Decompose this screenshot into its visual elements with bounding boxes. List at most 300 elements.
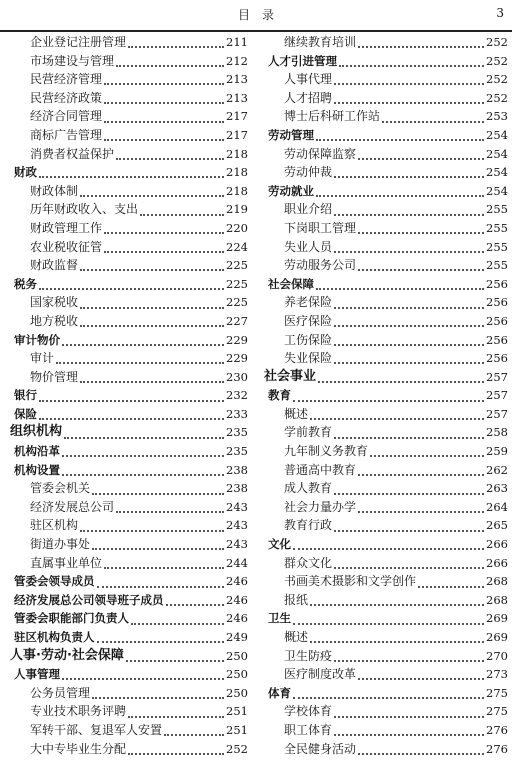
toc-entry-page: 266 <box>486 537 508 552</box>
toc-entry-page: 276 <box>486 741 508 756</box>
toc-entry-page: 264 <box>486 499 508 514</box>
toc-entry-label: 财政 <box>14 165 37 180</box>
toc-entry-label: 管委会职能部门负责人 <box>14 611 129 626</box>
dot-leader <box>339 65 484 67</box>
toc-entry <box>10 275 248 294</box>
toc-entry <box>10 721 248 740</box>
toc-entry-label: 教育行政 <box>284 518 333 533</box>
toc-entry <box>10 665 248 684</box>
toc-entry-page: 235 <box>226 425 248 440</box>
toc-entry-page: 217 <box>226 127 248 142</box>
toc-entry-label: 机构沿革 <box>14 444 60 459</box>
toc-entry-page: 258 <box>486 425 508 440</box>
toc-entry <box>10 498 248 517</box>
toc-entry-label: 商标广告管理 <box>30 127 103 142</box>
toc-entry-label: 大中专毕业生分配 <box>30 741 127 756</box>
toc-entry-page: 250 <box>226 685 248 700</box>
toc-entry <box>10 628 248 647</box>
toc-entry-page: 262 <box>486 462 508 477</box>
toc-entry-page: 275 <box>486 704 508 719</box>
dot-leader <box>334 660 484 662</box>
toc-entry-page: 250 <box>226 667 248 682</box>
toc-entry-label: 社会保障 <box>268 276 314 291</box>
dot-leader <box>334 83 484 85</box>
toc-entry-page: 213 <box>226 90 248 105</box>
toc-entry-page: 233 <box>226 406 248 421</box>
toc-entry <box>264 628 508 647</box>
toc-entry <box>10 256 248 275</box>
toc-entry <box>264 405 508 424</box>
dot-leader <box>39 418 224 420</box>
toc-entry-label: 经济发展总公司 <box>30 499 115 514</box>
toc-entry-label: 经济合同管理 <box>30 109 103 124</box>
dot-leader <box>334 362 484 364</box>
toc-entry <box>264 721 508 740</box>
toc-entry <box>264 238 508 257</box>
toc-entry-page: 252 <box>486 72 508 87</box>
toc-entry-page: 225 <box>226 295 248 310</box>
dot-leader <box>56 362 224 364</box>
toc-entry-page: 268 <box>486 592 508 607</box>
toc-entry-page: 257 <box>486 388 508 403</box>
dot-leader <box>358 474 484 476</box>
toc-entry-label: 劳动仲裁 <box>284 165 333 180</box>
page-number: 3 <box>496 6 504 20</box>
toc-entry-label: 银行 <box>14 388 37 403</box>
toc-entry-label: 税务 <box>14 276 37 291</box>
toc-entry <box>264 498 508 517</box>
toc-entry-page: 252 <box>486 35 508 49</box>
toc-entry-page: 212 <box>226 53 248 68</box>
toc-entry-label: 成人教育 <box>284 481 333 496</box>
dot-leader <box>316 139 484 141</box>
dot-leader <box>116 511 224 513</box>
dot-leader <box>310 604 484 606</box>
toc-entry <box>10 442 248 461</box>
dot-leader <box>80 381 224 383</box>
toc-entry <box>10 572 248 591</box>
dot-leader <box>418 586 484 588</box>
toc-entry-label: 驻区机构负责人 <box>14 630 95 644</box>
toc-entry-label: 国家税收 <box>30 295 79 310</box>
dot-leader <box>131 623 224 625</box>
toc-entry <box>10 516 248 535</box>
toc-entry-label: 企业登记注册管理 <box>30 35 127 49</box>
toc-entry-label: 全民健身活动 <box>284 741 357 756</box>
toc-entry <box>264 609 508 628</box>
dot-leader <box>80 530 224 532</box>
toc-entry-label: 人事·劳动·社会保障 <box>10 647 124 663</box>
toc-entry-label: 街道办事处 <box>30 537 91 552</box>
dot-leader <box>116 158 224 160</box>
toc-entry <box>264 535 508 554</box>
dot-leader <box>80 269 224 271</box>
dot-leader <box>310 418 484 420</box>
toc-entry <box>264 275 508 294</box>
toc-entry-page: 218 <box>226 183 248 198</box>
toc-entry <box>10 182 248 201</box>
toc-entry <box>264 684 508 703</box>
toc-entry-page: 268 <box>486 574 508 589</box>
toc-entry-page: 250 <box>226 648 248 663</box>
toc-entry-label: 人才招聘 <box>284 90 333 105</box>
toc-entry-page: 244 <box>226 555 248 570</box>
toc-entry-label: 审计 <box>30 351 55 366</box>
dot-leader <box>62 344 224 346</box>
toc-entry-label: 财政管理工作 <box>30 220 103 235</box>
toc-entry-page: 227 <box>226 313 248 328</box>
toc-entry <box>10 219 248 238</box>
toc-entry-label: 人事管理 <box>14 667 60 682</box>
dot-leader <box>164 734 224 736</box>
toc-entry-label: 工伤保险 <box>284 332 333 347</box>
toc-entry-label: 养老保险 <box>284 295 333 310</box>
toc-entry-label: 下岗职工管理 <box>284 220 357 235</box>
toc-entry-page: 246 <box>226 611 248 626</box>
dot-leader <box>62 455 224 457</box>
toc-entry-page: 269 <box>486 630 508 644</box>
dot-leader <box>334 214 484 216</box>
toc-entry <box>264 293 508 312</box>
dot-leader <box>92 697 224 699</box>
toc-entry-label: 九年制义务教育 <box>284 444 369 459</box>
dot-leader <box>316 288 484 290</box>
dot-leader <box>104 567 224 569</box>
toc-entry-label: 地方税收 <box>30 313 79 328</box>
toc-entry-label: 保险 <box>14 406 37 421</box>
toc-entry <box>10 200 248 219</box>
toc-entry <box>10 461 248 480</box>
toc-entry <box>10 163 248 182</box>
toc-entry <box>10 312 248 331</box>
dot-leader <box>62 474 224 476</box>
toc-entry <box>264 312 508 331</box>
toc-entry <box>10 609 248 628</box>
dot-leader <box>104 251 224 253</box>
toc-entry-label: 失业保险 <box>284 351 333 366</box>
toc-entry <box>10 684 248 703</box>
toc-entry <box>10 423 248 442</box>
toc-entry-label: 历年财政收入、支出 <box>30 202 139 217</box>
toc-entry-page: 276 <box>486 722 508 737</box>
toc-entry-page: 246 <box>226 592 248 607</box>
toc-entry-label: 市场建设与管理 <box>30 53 115 68</box>
toc-entry-label: 机构设置 <box>14 462 60 477</box>
toc-entry-label: 财政监督 <box>30 258 79 273</box>
toc-left-column <box>10 33 248 758</box>
toc-entry <box>264 386 508 405</box>
dot-leader <box>334 437 484 439</box>
dot-leader <box>39 176 224 178</box>
toc-entry-label: 劳动就业 <box>268 183 314 198</box>
dot-leader <box>293 623 484 625</box>
toc-entry <box>264 219 508 238</box>
dot-leader <box>334 716 484 718</box>
toc-entry-page: 253 <box>486 109 508 124</box>
toc-entry <box>264 70 508 89</box>
dot-leader <box>128 46 224 48</box>
toc-entry <box>10 349 248 368</box>
dot-leader <box>97 586 225 588</box>
toc-entry-label: 普通高中教育 <box>284 462 357 477</box>
dot-leader <box>92 548 224 550</box>
toc-entry-page: 255 <box>486 239 508 254</box>
dot-leader <box>334 102 484 104</box>
toc-entry-label: 社会力量办学 <box>284 499 357 514</box>
dot-leader <box>310 641 484 643</box>
dot-leader <box>358 232 484 234</box>
toc-entry-label: 学前教育 <box>284 425 333 440</box>
toc-entry <box>10 107 248 126</box>
dot-leader <box>104 83 224 85</box>
dot-leader <box>293 548 484 550</box>
toc-entry-page: 251 <box>226 722 248 737</box>
toc-entry-label: 劳动服务公司 <box>284 258 357 273</box>
toc-entry-page: 225 <box>226 276 248 291</box>
toc-entry-page: 249 <box>226 630 248 644</box>
toc-entry <box>264 554 508 573</box>
toc-entry-label: 财政体制 <box>30 183 79 198</box>
dot-leader <box>293 697 484 699</box>
dot-leader <box>104 121 224 123</box>
toc-entry-label: 物价管理 <box>30 369 79 384</box>
toc-entry <box>10 479 248 498</box>
toc-entry <box>10 293 248 312</box>
toc-entry-label: 社会事业 <box>264 368 317 384</box>
toc-entry <box>264 349 508 368</box>
dot-leader <box>334 251 484 253</box>
toc-entry-page: 255 <box>486 258 508 273</box>
toc-entry-label: 消费者权益保护 <box>30 146 115 161</box>
toc-entry-page: 269 <box>486 611 508 626</box>
toc-entry <box>10 702 248 721</box>
toc-entry-page: 259 <box>486 444 508 459</box>
dot-leader <box>104 102 224 104</box>
toc-entry-page: 256 <box>486 295 508 310</box>
toc-entry-page: 211 <box>226 35 248 49</box>
dot-leader <box>126 660 224 662</box>
toc-entry-label: 职业介绍 <box>284 202 333 217</box>
toc-entry <box>10 89 248 108</box>
toc-entry-label: 教育 <box>268 388 291 403</box>
toc-entry <box>264 163 508 182</box>
toc-entry-label: 失业人员 <box>284 239 333 254</box>
dot-leader <box>316 195 484 197</box>
toc-entry-page: 238 <box>226 462 248 477</box>
toc-entry <box>264 52 508 71</box>
dot-leader <box>382 121 484 123</box>
toc-entry <box>10 405 248 424</box>
toc-entry-label: 职工体育 <box>284 722 333 737</box>
dot-leader <box>80 195 224 197</box>
toc-entry-label: 管委会机关 <box>30 481 91 496</box>
dot-leader <box>358 269 484 271</box>
toc-entry <box>264 702 508 721</box>
toc-entry-label: 卫生防疫 <box>284 648 333 663</box>
dot-leader <box>97 641 225 643</box>
dot-leader <box>334 530 484 532</box>
toc-entry-page: 255 <box>486 202 508 217</box>
dot-leader <box>370 455 484 457</box>
toc-entry-page: 254 <box>486 183 508 198</box>
toc-entry <box>264 516 508 535</box>
toc-entry-page: 265 <box>486 518 508 533</box>
toc-entry <box>10 554 248 573</box>
toc-entry-label: 管委会领导成员 <box>14 574 95 589</box>
toc-entry <box>10 591 248 610</box>
dot-leader <box>334 567 484 569</box>
toc-entry-page: 266 <box>486 555 508 570</box>
toc-entry-page: 252 <box>486 90 508 105</box>
toc-entry-page: 243 <box>226 499 248 514</box>
toc-entry-label: 专业技术职务评聘 <box>30 704 127 719</box>
toc-entry-page: 256 <box>486 332 508 347</box>
dot-leader <box>334 307 484 309</box>
toc-entry-label: 书画美术摄影和文学创作 <box>284 574 417 589</box>
toc-entry-page: 224 <box>226 239 248 254</box>
toc-entry-page: 257 <box>486 369 508 384</box>
toc-entry-label: 医疗保险 <box>284 313 333 328</box>
toc-entry-page: 270 <box>486 648 508 663</box>
page-header <box>0 0 512 32</box>
toc-entry-page: 246 <box>226 574 248 589</box>
dot-leader <box>104 139 224 141</box>
toc-entry-page: 218 <box>226 146 248 161</box>
toc-entry <box>264 479 508 498</box>
dot-leader <box>166 604 225 606</box>
toc-entry-label: 概述 <box>284 630 309 644</box>
dot-leader <box>64 437 224 439</box>
toc-entry-label: 卫生 <box>268 611 291 626</box>
dot-leader <box>92 493 224 495</box>
toc-entry <box>10 331 248 350</box>
toc-entry-label: 民营经济政策 <box>30 90 103 105</box>
toc-entry <box>264 740 508 759</box>
dot-leader <box>104 232 224 234</box>
toc-entry <box>264 126 508 145</box>
dot-leader <box>128 753 224 755</box>
toc-entry <box>264 572 508 591</box>
toc-entry-label: 报纸 <box>284 592 309 607</box>
toc-entry-label: 公务员管理 <box>30 685 91 700</box>
toc-entry <box>10 740 248 759</box>
toc-entry-page: 229 <box>226 332 248 347</box>
toc-entry-page: 256 <box>486 351 508 366</box>
dot-leader <box>318 381 484 383</box>
toc-entry <box>264 89 508 108</box>
toc-entry-page: 218 <box>226 165 248 180</box>
dot-leader <box>334 176 484 178</box>
toc-entry-page: 217 <box>226 109 248 124</box>
toc-entry-page: 275 <box>486 685 508 700</box>
dot-leader <box>80 325 224 327</box>
toc-entry-label: 农业税收征管 <box>30 239 103 254</box>
toc-entry <box>10 52 248 71</box>
toc-entry <box>10 386 248 405</box>
toc-entry-page: 256 <box>486 313 508 328</box>
toc-entry-label: 劳动管理 <box>268 127 314 142</box>
toc-entry-label: 直属事业单位 <box>30 555 103 570</box>
toc-entry <box>10 238 248 257</box>
dot-leader <box>39 288 224 290</box>
toc-entry <box>10 126 248 145</box>
toc-entry <box>264 331 508 350</box>
page-title: 目录 <box>237 8 286 22</box>
dot-leader <box>80 307 224 309</box>
dot-leader <box>358 46 484 48</box>
toc-entry-label: 人事代理 <box>284 72 333 87</box>
toc-entry-page: 263 <box>486 481 508 496</box>
toc-entry-label: 驻区机构 <box>30 518 79 533</box>
dot-leader <box>334 734 484 736</box>
dot-leader <box>334 493 484 495</box>
dot-leader <box>358 158 484 160</box>
toc-entry-page: 230 <box>226 369 248 384</box>
toc-entry-label: 军转干部、复退军人安置 <box>30 722 163 737</box>
dot-leader <box>293 400 484 402</box>
toc-entry-label: 继续教育培训 <box>284 35 357 49</box>
toc-entry <box>10 145 248 164</box>
dot-leader <box>140 214 224 216</box>
dot-leader <box>39 400 224 402</box>
toc-entry-page: 220 <box>226 220 248 235</box>
toc-entry-page: 251 <box>226 704 248 719</box>
toc-entry <box>264 182 508 201</box>
toc-entry-page: 255 <box>486 220 508 235</box>
toc-entry-label: 民营经济管理 <box>30 72 103 87</box>
toc-right-column <box>264 33 508 758</box>
toc-entry-label: 博士后科研工作站 <box>284 109 381 124</box>
toc-entry-page: 225 <box>226 258 248 273</box>
toc-entry <box>10 535 248 554</box>
toc-entry-label: 组织机构 <box>10 424 63 440</box>
toc-entry-page: 252 <box>486 53 508 68</box>
dot-leader <box>334 344 484 346</box>
toc-entry-page: 254 <box>486 127 508 142</box>
toc-entry-page: 256 <box>486 276 508 291</box>
toc-entry-label: 文化 <box>268 537 291 552</box>
toc-entry <box>264 368 508 387</box>
toc-entry <box>264 423 508 442</box>
toc-entry-label: 经济发展总公司领导班子成员 <box>14 592 164 607</box>
toc-entry <box>264 665 508 684</box>
toc-entry-page: 229 <box>226 351 248 366</box>
toc-entry-label: 体育 <box>268 685 291 700</box>
toc-entry <box>10 647 248 666</box>
toc-entry <box>264 442 508 461</box>
toc-entry-page: 235 <box>226 444 248 459</box>
dot-leader <box>116 65 224 67</box>
toc-entry <box>264 107 508 126</box>
toc-entry <box>10 70 248 89</box>
toc-entry-page: 252 <box>226 741 248 756</box>
toc-entry <box>10 368 248 387</box>
toc-entry-label: 学校体育 <box>284 704 333 719</box>
dot-leader <box>358 511 484 513</box>
toc-entry-label: 概述 <box>284 406 309 421</box>
toc-entry <box>264 145 508 164</box>
toc-entry <box>264 591 508 610</box>
toc-entry <box>264 33 508 52</box>
toc-entry-page: 232 <box>226 388 248 403</box>
toc-entry-page: 254 <box>486 165 508 180</box>
toc-entry <box>10 33 248 52</box>
toc-entry-page: 213 <box>226 72 248 87</box>
dot-leader <box>334 325 484 327</box>
toc-entry-page: 243 <box>226 518 248 533</box>
toc-entry-page: 219 <box>226 202 248 217</box>
toc-entry-page: 257 <box>486 406 508 421</box>
